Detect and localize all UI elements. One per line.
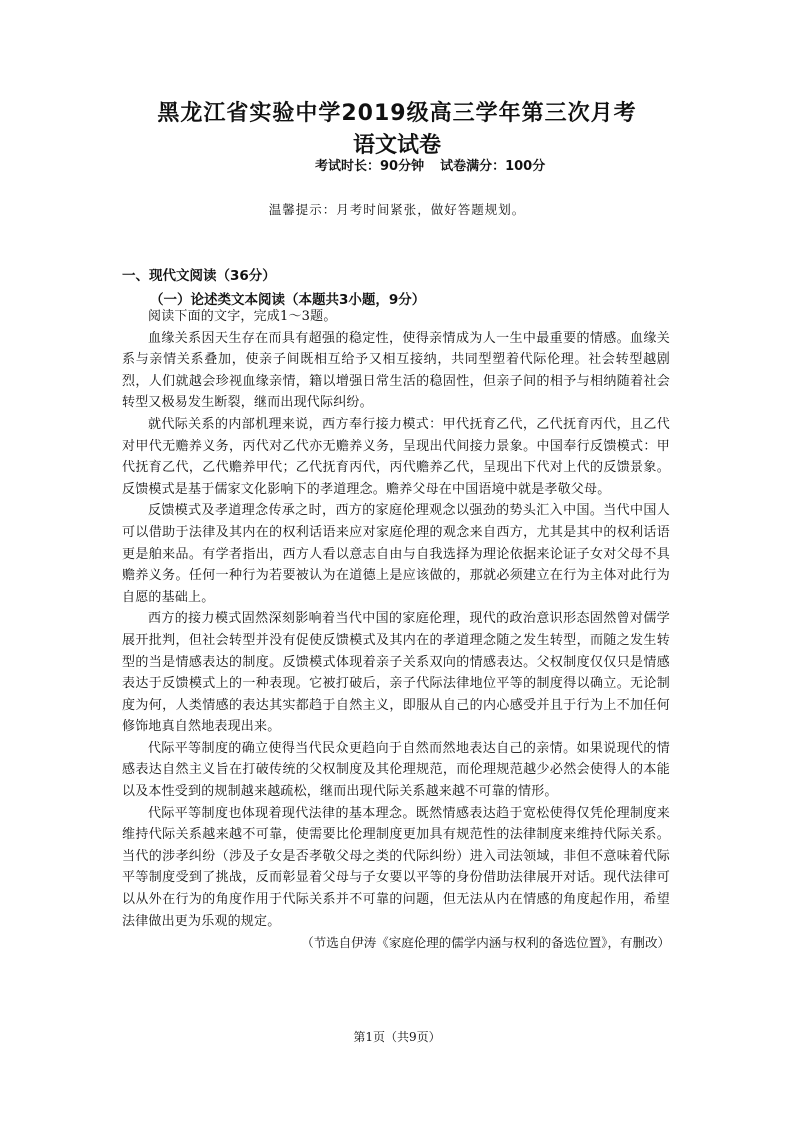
passage-paragraph-2: 就代际关系的内部机理来说，西方奉行接力模式：甲代抚育乙代，乙代抚育丙代，且乙代对甲代无赡养义务，丙代对乙代亦无赡养义务，呈现出代间接力景象。中国奉行反馈模式：甲代抚育乙代，乙代赡养甲代；乙代抚育丙代，丙代赡养乙代，呈现出下代对上代的反馈景象。反馈模式是基于儒家文化影响下的孝道理念。赡养父母在中国语境中就是孝敬父母。 <box>122 416 670 497</box>
exam-subject-title: 语文试卷 <box>352 133 441 158</box>
warm-tip: 温馨提示：月考时间紧张，做好答题规划。 <box>268 202 526 217</box>
section-heading: 一、现代文阅读（36分） <box>122 268 276 284</box>
exam-title: 黑龙江省实验中学2019级高三学年第三次月考 <box>157 101 637 126</box>
page-number: 第1页（共9页） <box>353 1030 441 1044</box>
subsection-heading: （一）论述类文本阅读（本题共3小题，9分） <box>150 292 426 308</box>
exam-info <box>315 155 545 174</box>
passage-paragraph-5: 代际平等制度的确立使得当代民众更趋向于自然而然地表达自己的亲情。如果说现代的情感表达自然主义旨在打破传统的父权制度及其伦理规范，而伦理规范越少必然会使得人的本能以及本性受到的规制越来越疏松，继而出现代际关系越来越不可靠的情形。 <box>122 740 670 800</box>
passage-paragraph-1: 血缘关系因天生存在而具有超强的稳定性，使得亲情成为人一生中最重要的情感。血缘关系与亲情关系叠加，使亲子间既相互给予又相互接纳，共同型塑着代际伦理。社会转型越剧烈，人们就越会珍视血缘亲情，籍以增强日常生活的稳固性，但亲子间的相予与相纳随着社会转型又极易发生断裂，继而出现代际纠纷。 <box>122 330 670 411</box>
passage-paragraph-3: 反馈模式及孝道理念传承之时，西方的家庭伦理观念以强劲的势头汇入中国。当代中国人可以借助于法律及其内在的权利话语来应对家庭伦理的观念来自西方，尤其是其中的权利话语更是舶来品。有学者指出，西方人看以意志自由与自我选择为理论依据来论证子女对父母不具赡养义务。任何一种行为若要被认为在道德上是应该做的，那就必须建立在行为主体对此行为自愿的基础上。 <box>122 503 670 605</box>
passage-source: （节选自伊涛《家庭伦理的儒学内涵与权利的备选位置》，有删改） <box>301 935 670 951</box>
passage-paragraph-6: 代际平等制度也体现着现代法律的基本理念。既然情感表达趋于宽松使得仅凭伦理制度来维持代际关系越来越不可靠，使需要比伦理制度更加具有规范性的法律制度来维持代际关系。当代的涉孝纠纷（涉及子女是否孝敬父母之类的代际纠纷）进入司法领域，非但不意味着代际平等制度受到了挑战，反而彰显着父母与子女要以平等的身份借助法律展开对话。现代法律可以从外在行为的角度作用于代际关系并不可靠的问题，但无法从内在情感的角度起作用，希望法律做出更为乐观的规定。 <box>122 805 670 929</box>
exam-duration: 考试时长：90分钟 <box>315 159 425 174</box>
instruction: 阅读下面的文字，完成1～3题。 <box>148 309 337 324</box>
reading-passage <box>122 306 670 954</box>
passage-paragraph-4: 西方的接力模式固然深刻影响着当代中国的家庭伦理，现代的政治意识形态固然曾对儒学展开批判，但社会转型并没有促使反馈模式及其内在的孝道理念随之发生转型，而随之发生转型的当是情感表达的制度。反馈模式体现着亲子关系双向的情感表达。父权制度仅仅只是情感表达于反馈模式上的一种表现。它被打破后，亲子代际法律地位平等的制度得以确立。无论制度为何，人类情感的表达其实都趋于自然主义，即服从自己的内心感受并且于行为上不加任何修饰地真自然地表现出来。 <box>122 611 670 735</box>
exam-full-score: 试卷满分：100分 <box>440 159 546 174</box>
